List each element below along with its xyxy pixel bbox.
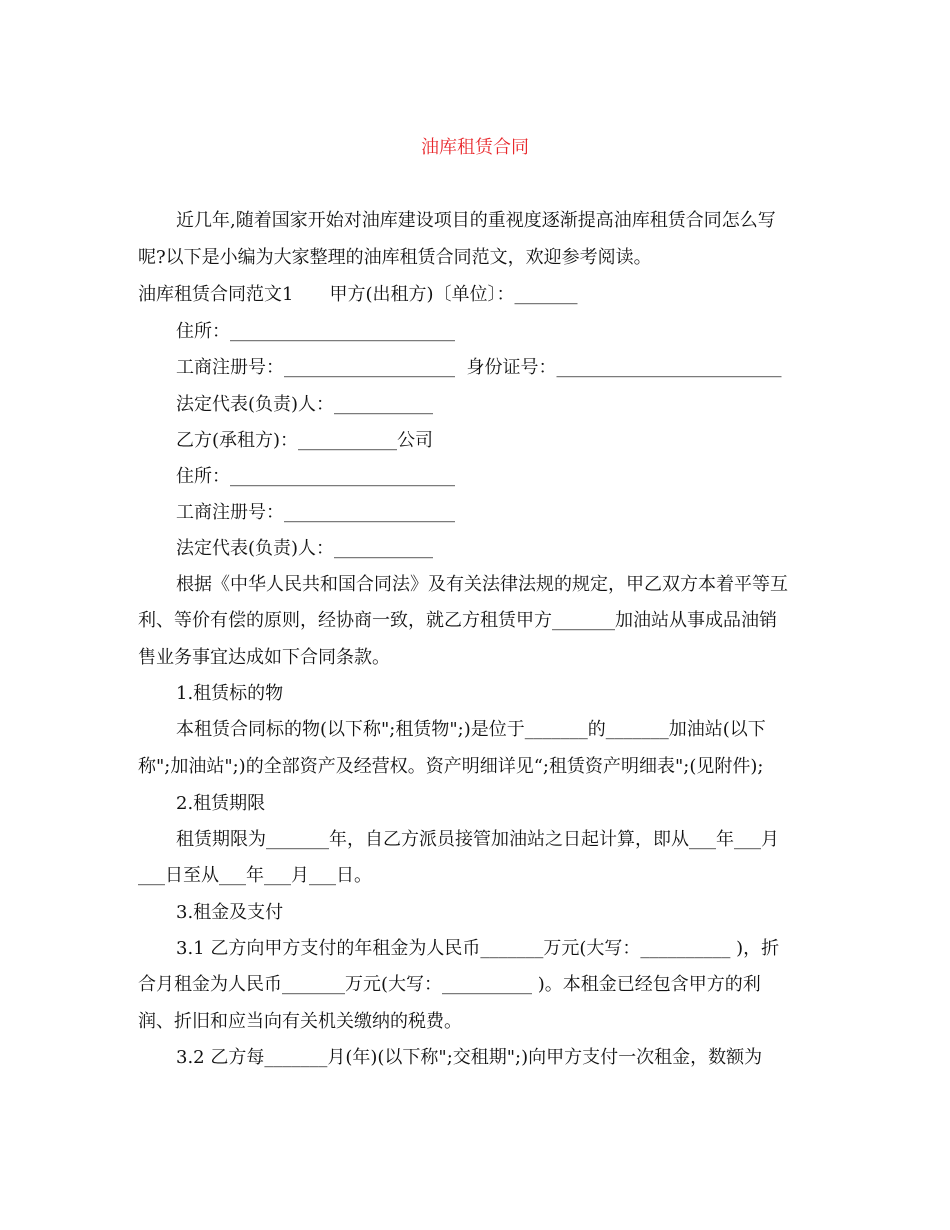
- paragraph-line: 润、折旧和应当向有关机关缴纳的税费。: [138, 1011, 462, 1032]
- paragraph-line: 工商注册号：___________________ 身份证号：_________________________: [176, 357, 782, 378]
- document-title: 油库租赁合同: [421, 137, 529, 158]
- paragraph-line: 合月租金为人民币_______万元(大写：__________ )。本租金已经包含甲方的利: [138, 974, 761, 995]
- paragraph-line: 乙方(承租方)：___________公司: [176, 430, 434, 451]
- paragraph-line: 根据《中华人民共和国合同法》及有关法律法规的规定，甲乙双方本着平等互: [176, 574, 788, 595]
- section-heading: 3.租金及支付: [176, 902, 284, 923]
- paragraph-line: 住所：_________________________: [176, 466, 455, 487]
- paragraph-line: 租赁期限为_______年，自乙方派员接管加油站之日起计算，即从___年___月: [176, 829, 779, 850]
- paragraph-line: 法定代表(负责)人：___________: [176, 538, 434, 559]
- paragraph-line: 3.1 乙方向甲方支付的年租金为人民币_______万元(大写：__________ )，折: [176, 938, 780, 959]
- paragraph-line: 呢?以下是小编为大家整理的油库租赁合同范文，欢迎参考阅读。: [138, 247, 652, 268]
- paragraph-line: 售业务事宜达成如下合同条款。: [138, 647, 390, 668]
- section-heading: 2.租赁期限: [176, 793, 266, 814]
- paragraph-line: ___日至从___年___月___日。: [138, 865, 372, 886]
- paragraph-line: 近几年,随着国家开始对油库建设项目的重视度逐渐提高油库租赁合同怎么写: [176, 210, 776, 231]
- paragraph-line: 本租赁合同标的物(以下称";租赁物";)是位于_______的_______加油站(以下: [176, 719, 766, 740]
- paragraph-line: 油库租赁合同范文1 甲方(出租方)〔单位〕：_______: [138, 284, 578, 305]
- paragraph-line: 利、等价有偿的原则，经协商一致，就乙方租赁甲方_______加油站从事成品油销: [138, 610, 777, 631]
- paragraph-line: 3.2 乙方每_______月(年)(以下称";交租期";)向甲方支付一次租金，数额为: [176, 1047, 763, 1068]
- paragraph-line: 住所：_________________________: [176, 321, 455, 342]
- section-heading: 1.租赁标的物: [176, 683, 284, 704]
- paragraph-line: 法定代表(负责)人：___________: [176, 394, 434, 415]
- paragraph-line: 工商注册号：___________________: [176, 502, 455, 523]
- paragraph-line: 称";加油站";)的全部资产及经营权。资产明细详见“;租赁资产明细表";(见附件);: [138, 756, 764, 777]
